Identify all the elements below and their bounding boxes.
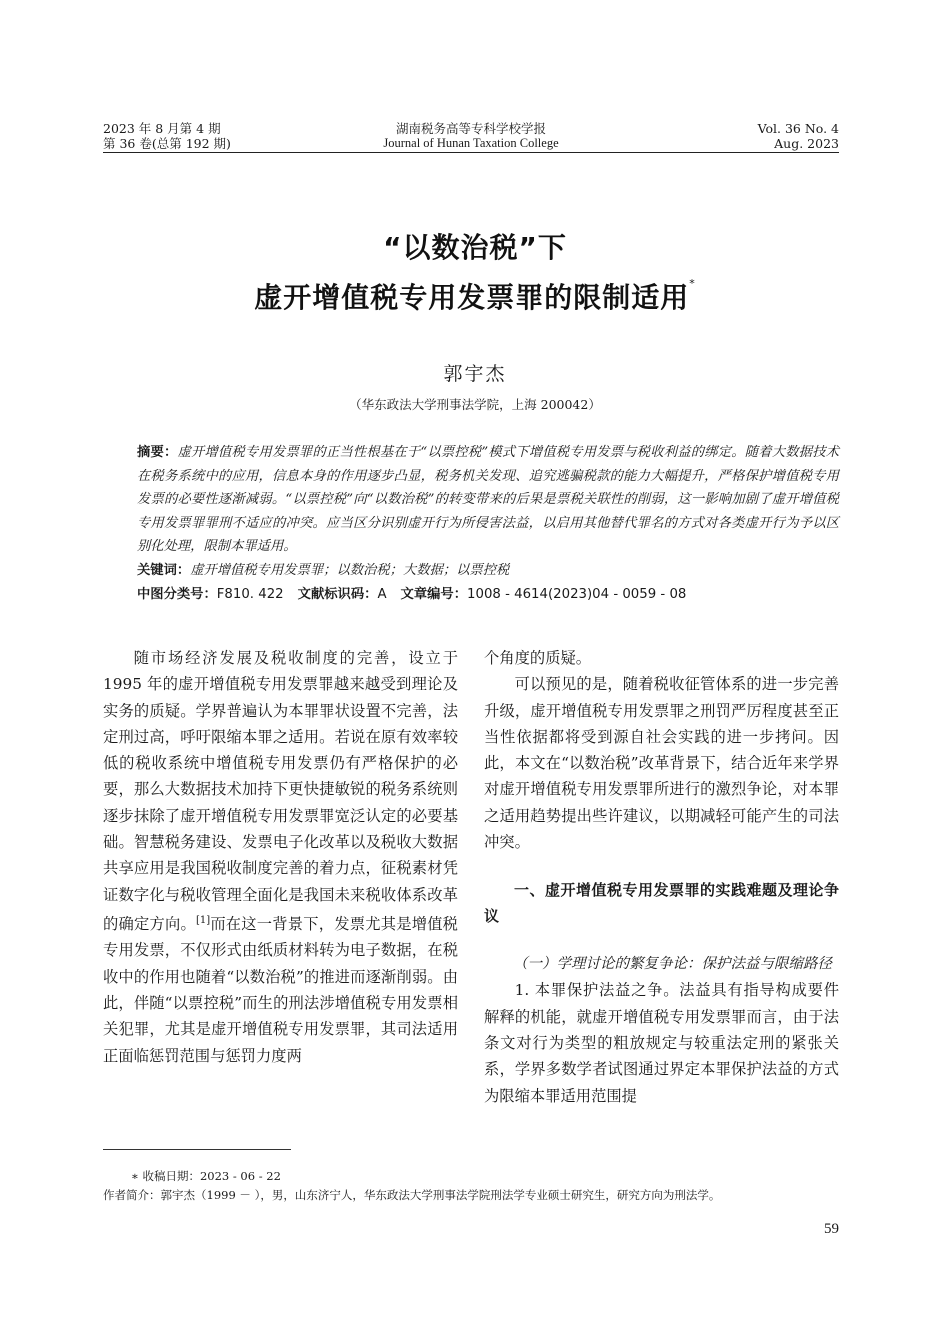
body-column-right — [484, 645, 839, 1109]
volume-info: 第 36 卷(总第 192 期) — [103, 136, 231, 151]
abstract-text: 虚开增值税专用发票罪的正当性根基在于“以票控税”模式下增值税专用发票与税收利益的绑定。随着大数据技术在税务系统中的应用，信息本身的作用逐步凸显，税务机关发现、追究逃骗税款的能力大幅提升，严格保护增值税专用发票的必要性逐渐减弱。“以票控税”向“以数治税”的转变带来的后果是票税关联性的削弱，这一影响加剧了虚开增值税专用发票罪罪刑不适应的冲突。应当区分识别虚开行为所侵害法益，以启用其他替代罪名的方式对各类虚开行为予以区别化处理，限制本罪适用。 — [137, 445, 840, 555]
header-center — [103, 121, 839, 151]
journal-name-en: Journal of Hunan Taxation College — [383, 136, 559, 150]
paragraph-intro-part1: 随市场经济发展及税收制度的完善，设立于 1995 年的虚开增值税专用发票罪越来越受到理论及实务的质疑。学界普遍认为本罪罪状设置不完善，法定刑过高，呼吁限缩本罪之适用。若说在原有效率较低的税收系统中增值税专用发票仍有严格保护的必要，那么大数据技术加持下更快捷敏锐的税务系统则逐步抹除了虚开增值税专用发票罪宽泛认定的必要基础。智慧税务建设、发票电子化改革以及税收大数据共享应用是我国税收制度完善的着力点，征税素材凭证数字化与税收管理全面化是我国未来税收体系改革的确定方向。 — [103, 649, 458, 934]
paragraph-intro — [103, 645, 458, 1069]
classification-line — [103, 583, 839, 607]
journal-name-cn: 湖南税务高等专科学校学报 — [395, 121, 546, 136]
clc-label: 中图分类号： — [137, 586, 217, 602]
doc-code-label: 文献标识码： — [297, 586, 378, 602]
citation-ref-1: [1] — [195, 914, 211, 926]
title-text: 虚开增值税专用发票罪的限制适用 — [254, 281, 690, 314]
footnote-rule — [103, 1149, 291, 1150]
running-header — [103, 121, 839, 151]
clc-value: F810. 422 — [216, 586, 284, 602]
footnote-author-bio: 作者简介：郭宇杰（1999 － ），男，山东济宁人，华东政法大学刑事法学院刑法学专业硕士研究生，研究方向为刑法学。 — [103, 1188, 721, 1202]
keywords — [103, 559, 839, 583]
page-number: 59 — [824, 1221, 839, 1237]
article-no-label: 文章编号： — [400, 586, 468, 602]
abstract-label: 摘要： — [137, 445, 178, 460]
author-affiliation: （华东政法大学刑事法学院，上海 200042） — [349, 397, 601, 412]
subsection-heading-1: （一）学理讨论的繁复争论：保护法益与限缩路径 — [513, 956, 832, 973]
author-name: 郭宇杰 — [443, 363, 507, 385]
volume-number: Vol. 36 No. 4 — [757, 121, 839, 136]
header-right — [758, 121, 839, 151]
abstract-block — [103, 441, 839, 606]
doc-code-value: A — [377, 586, 387, 602]
paragraph-outlook: 可以预见的是，随着税收征管体系的进一步完善升级，虚开增值税专用发票罪之刑罚严厉程度甚至正当性依据都将受到源自社会实践的进一步拷问。因此，本文在“以数治税”改革背景下，结合近年来学界对虚开增值税专用发票罪所进行的激烈争论，对本罪之适用趋势提出些许建议，以期减轻可能产生的司法冲突。 — [484, 675, 839, 852]
keywords-text: 虚开增值税专用发票罪；以数治税；大数据；以票控税 — [190, 562, 510, 578]
header-rule — [103, 152, 839, 153]
abstract — [103, 441, 839, 559]
footnote-received-date: ∗ 收稿日期：2023 - 06 - 22 — [131, 1169, 281, 1183]
title-footnote-mark: * — [689, 276, 696, 290]
title-line-1: “以数治税”下 — [383, 231, 567, 264]
publication-month: Aug. 2023 — [774, 136, 839, 151]
section-heading-1: 一、虚开增值税专用发票罪的实践难题及理论争议 — [484, 881, 839, 926]
issue-date: 2023 年 8 月第 4 期 — [103, 121, 221, 136]
title-line-2 — [0, 276, 950, 316]
article-no-value: 1008 - 4614(2023)04 - 0059 - 08 — [467, 586, 687, 602]
body-column-left — [103, 645, 458, 1069]
paragraph-intro-part2: 而在这一背景下，发票尤其是增值税专用发票，不仅形式由纸质材料转为电子数据，在税收中的作用也随着“以数治税”的推进而逐渐削弱。由此，伴随“以票控税”而生的刑法涉增值税专用发票相关犯罪，尤其是虚开增值税专用发票罪，其司法适用正面临惩罚范围与惩罚力度两 — [103, 915, 458, 1065]
paragraph-intro-continued: 个角度的质疑。 — [484, 649, 592, 667]
paragraph-legal-interest: 1. 本罪保护法益之争。法益具有指导构成要件解释的机能，就虚开增值税专用发票罪而言，由于法条文对行为类型的粗放规定与较重法定刑的紧张关系，学界多数学者试图通过界定本罪保护法益的方式为限缩本罪适用范围提 — [484, 981, 839, 1105]
keywords-label: 关键词： — [137, 562, 191, 578]
